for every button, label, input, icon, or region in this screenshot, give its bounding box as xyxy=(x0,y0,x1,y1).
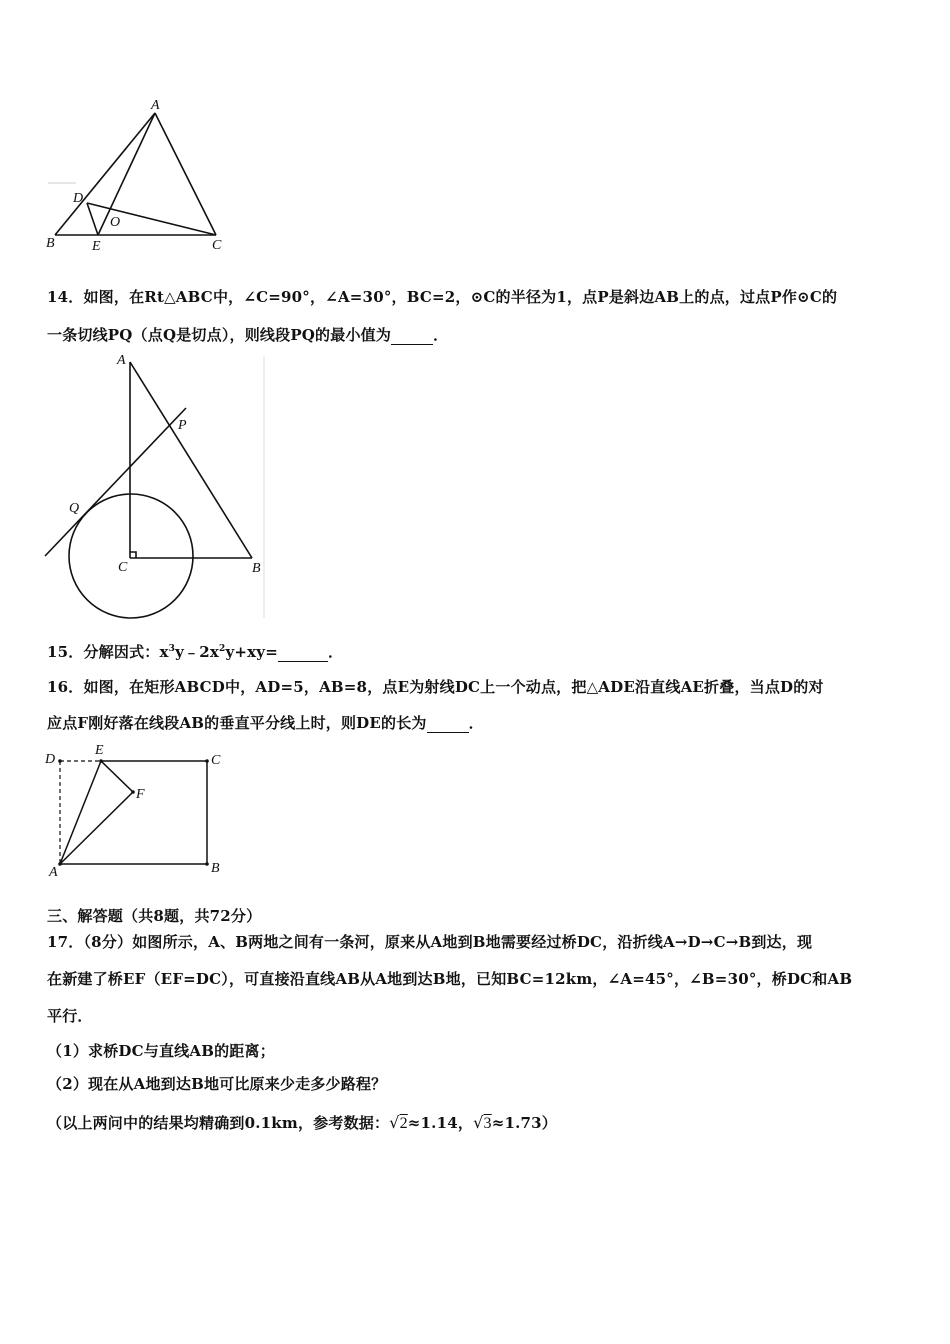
label-O: O xyxy=(110,215,121,230)
label-B: B xyxy=(211,861,220,876)
q14-line-2: 一条切线PQ（点Q是切点），则线段PQ的最小值为 ． xyxy=(47,326,449,344)
section-3-title: 三、解答题（共8题，共72分） xyxy=(47,907,262,925)
label-B: B xyxy=(46,236,55,251)
sqrt-icon: √ xyxy=(389,1113,400,1132)
sqrt-icon: √ xyxy=(473,1113,484,1132)
label-D: D xyxy=(73,191,84,206)
figure-14-triangle-circle xyxy=(40,350,270,625)
q17-note: （以上两问中的结果均精确到0.1km，参考数据：√2≈1.14，√3≈1.73） xyxy=(47,1113,558,1132)
q17-part-1: （1）求桥DC与直线AB的距离； xyxy=(47,1042,275,1060)
circle-C xyxy=(69,494,193,618)
label-A: A xyxy=(49,865,58,880)
q17-part-2: （2）现在从A地到达B地可比原来少走多少路程？ xyxy=(47,1075,387,1093)
segment-AE xyxy=(60,761,101,864)
label-D: D xyxy=(45,752,56,767)
label-C: C xyxy=(211,753,221,768)
figure-13-triangle xyxy=(40,95,230,260)
segment-AF xyxy=(60,792,133,864)
label-E: E xyxy=(92,239,101,254)
tangent-line-PQ xyxy=(45,408,186,556)
figure-16-rectangle xyxy=(40,738,230,883)
label-E: E xyxy=(95,743,104,758)
label-C: C xyxy=(212,238,222,253)
q16-line-2: 应点F刚好落在线段AB的垂直平分线上时，则DE的长为 ． xyxy=(47,714,484,732)
segment-DE xyxy=(87,203,98,235)
q16-line-1: 16．如图，在矩形ABCD中，AD=5，AB=8，点E为射线DC上一个动点，把△ADE沿直线AE折叠，当点D的对 xyxy=(47,678,824,696)
answer-blank-14[interactable] xyxy=(391,326,433,345)
segment-AC xyxy=(155,113,216,235)
right-angle-mark xyxy=(130,552,136,558)
label-F: F xyxy=(136,787,145,802)
label-Q: Q xyxy=(69,501,80,516)
segment-AB xyxy=(130,362,252,558)
segment-AE xyxy=(98,113,155,235)
q17-line-1: 17．（8分）如图所示，A、B两地之间有一条河，原来从A地到B地需要经过桥DC，沿折线A→D→C→B到达，现 xyxy=(47,933,813,951)
segment-EF xyxy=(101,761,133,792)
label-C: C xyxy=(118,560,128,575)
answer-blank-15[interactable] xyxy=(278,643,328,662)
q14-line-1: 14．如图，在Rt△ABC中，∠C=90°，∠A=30°，BC=2，⊙C的半径为1，点P是斜边AB上的点，过点P作⊙C的 xyxy=(47,288,838,306)
label-P: P xyxy=(178,418,187,433)
q17-line-2: 在新建了桥EF（EF=DC），可直接沿直线AB从A地到达B地，已知BC=12km，∠A=45°，∠B=30°，桥DC和AB xyxy=(47,970,853,988)
label-A: A xyxy=(117,353,126,368)
label-A: A xyxy=(151,98,160,113)
q15-line: 15．分解因式：$x^3y﹣2x^2y+xy=$ ． xyxy=(47,643,344,661)
q17-line-3: 平行． xyxy=(47,1007,93,1025)
answer-blank-16[interactable] xyxy=(427,714,469,733)
label-B: B xyxy=(252,561,261,576)
